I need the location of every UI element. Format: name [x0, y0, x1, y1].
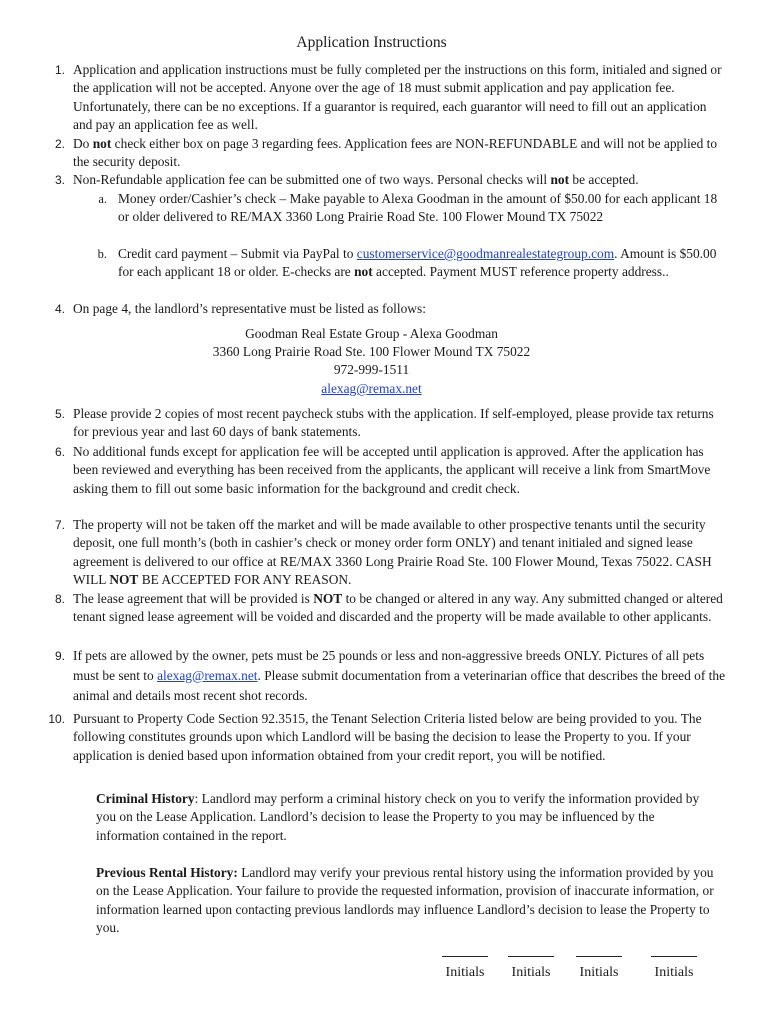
criteria-text: Landlord may perform a criminal history check on you to verify the information provided by you on the Lease Application. Landlord’s decision to lease the Property to you may be influenced by the information contained in the report. — [96, 791, 700, 843]
item-text: Pursuant to Property Code Section 92.3515, the Tenant Selection Criteria listed below are being provided to you. The following constitutes grounds upon which Landlord will be basing the decision to lease the Property to you. If your application is denied based upon information obtained from your credit report, you will be notified. — [73, 711, 702, 763]
initials-label: Initials — [511, 965, 551, 980]
criteria-heading: Previous Rental History: — [96, 865, 238, 880]
item-text: Application and application instructions must be fully completed per the instructions on this form, initialed and signed or the application will not be accepted. Anyone over the age of 18 must submit application and pay application fee. Unfortunately, there can be no exceptions. If a guarantor is required, each guarantor will need to fill out an application and pay an application fee as well. — [73, 62, 722, 132]
item-number: 1. — [54, 63, 65, 77]
emphasis: not — [550, 172, 570, 187]
emphasis: not — [92, 136, 112, 151]
email-link[interactable]: alexag@remax.net — [321, 381, 422, 396]
rep-address: 3360 Long Prairie Road Ste. 100 Flower Mound TX 75022 — [212, 344, 531, 359]
item-number: 10. — [48, 712, 65, 726]
initials-field[interactable] — [574, 956, 624, 981]
item-text: The lease agreement that will be provided is NOT to be changed or altered in any way. Any submitted changed or altered tenant signed lease agreement will be voided and discarded and the property will be made available to other applicants. — [73, 591, 723, 625]
page-title: Application Instructions — [296, 34, 447, 51]
criminal-history-paragraph: Criminal History: Landlord may perform a criminal history check on you to verify the information provided by you on the Lease Application. Landlord’s decision to lease the Property to you may be influenced by the information contained in the report. — [96, 791, 700, 843]
initials-label: Initials — [445, 965, 485, 980]
item-letter: b. — [97, 247, 107, 261]
criteria-text: Landlord may verify your previous rental history using the information provided by you on the Lease Application. Your failure to provide the requested information, provision of inaccurate information, or information learned upon contacting previous landlords may influence Landlord’s decision to lease the Property to you. — [96, 865, 714, 935]
rep-name: Goodman Real Estate Group - Alexa Goodman — [245, 326, 498, 341]
emphasis: not — [354, 264, 373, 280]
item-number: 2. — [54, 137, 65, 151]
rental-history-paragraph — [96, 864, 721, 937]
item-text: Please provide 2 copies of most recent paycheck stubs with the application. If self-employed, please provide tax returns for previous year and last 60 days of bank statements. — [73, 406, 714, 440]
item-text: Credit card payment – Submit via PayPal to customerservice@goodmanrealestategroup.com. Amount is $50.00 for each applicant 18 or older. E-checks are not accepted. Payment MUST reference property address.. — [118, 246, 717, 280]
item-number: 7. — [54, 518, 65, 532]
item-number: 5. — [54, 407, 65, 421]
item-number: 6. — [54, 445, 65, 459]
initials-label: Initials — [579, 965, 619, 980]
initials-label: Initials — [654, 965, 694, 980]
item-letter: a. — [98, 192, 107, 206]
item-text: On page 4, the landlord’s representative must be listed as follows: — [73, 301, 426, 316]
item-text: If pets are allowed by the owner, pets must be 25 pounds or less and non-aggressive breeds ONLY. Pictures of all pets must be sent to alexag@remax.net. Please submit documentation from a veterinarian office that describes the breed of the animal and details most recent shot records. — [73, 648, 726, 703]
item-text: Money order/Cashier’s check – Make payable to Alexa Goodman in the amount of $50.00 for each applicant 18 or older delivered to RE/MAX 3360 Long Prairie Road Ste. 100 Flower Mound TX 75022 — [118, 191, 718, 225]
emphasis: NOT — [313, 591, 343, 606]
initials-field[interactable] — [649, 956, 699, 981]
item-text: Non-Refundable application fee can be submitted one of two ways. Personal checks will not be accepted. — [73, 172, 639, 187]
email-link[interactable]: alexag@remax.net — [157, 668, 258, 683]
email-link[interactable]: customerservice@goodmanrealestategroup.com — [356, 246, 615, 261]
item-text: No additional funds except for application fee will be accepted until application is approved. After the application has been reviewed and everything has been received from the applicants, the applicant will receive a link from SmartMove asking them to fill out some basic information for the background and credit check. — [73, 444, 711, 496]
item-number: 3. — [54, 173, 65, 187]
item-text: Do not check either box on page 3 regarding fees. Application fees are NON-REFUNDABLE and will not be applied to the security deposit. — [73, 136, 718, 170]
emphasis: NOT — [109, 571, 139, 587]
rep-email — [0, 380, 743, 398]
item-number: 9. — [54, 649, 65, 663]
item-number: 8. — [54, 592, 65, 606]
item-number: 4. — [54, 302, 65, 316]
initials-field[interactable] — [506, 956, 556, 981]
rep-phone: 972-999-1511 — [333, 362, 410, 377]
initials-field[interactable] — [440, 956, 490, 981]
item-text: The property will not be taken off the market and will be made available to other prospective tenants until the security deposit, one full month’s (both in cashier’s check or money order form ONLY) and tenant initialed and signed lease agreement is delivered to our office at RE/MAX 3360 Long Prairie Road Ste. 100 Flower Mound, Texas 75022. CASH WILL NOT BE ACCEPTED FOR ANY REASON. — [73, 517, 712, 587]
initials-row — [440, 956, 710, 990]
criteria-heading: Criminal History — [96, 791, 195, 806]
